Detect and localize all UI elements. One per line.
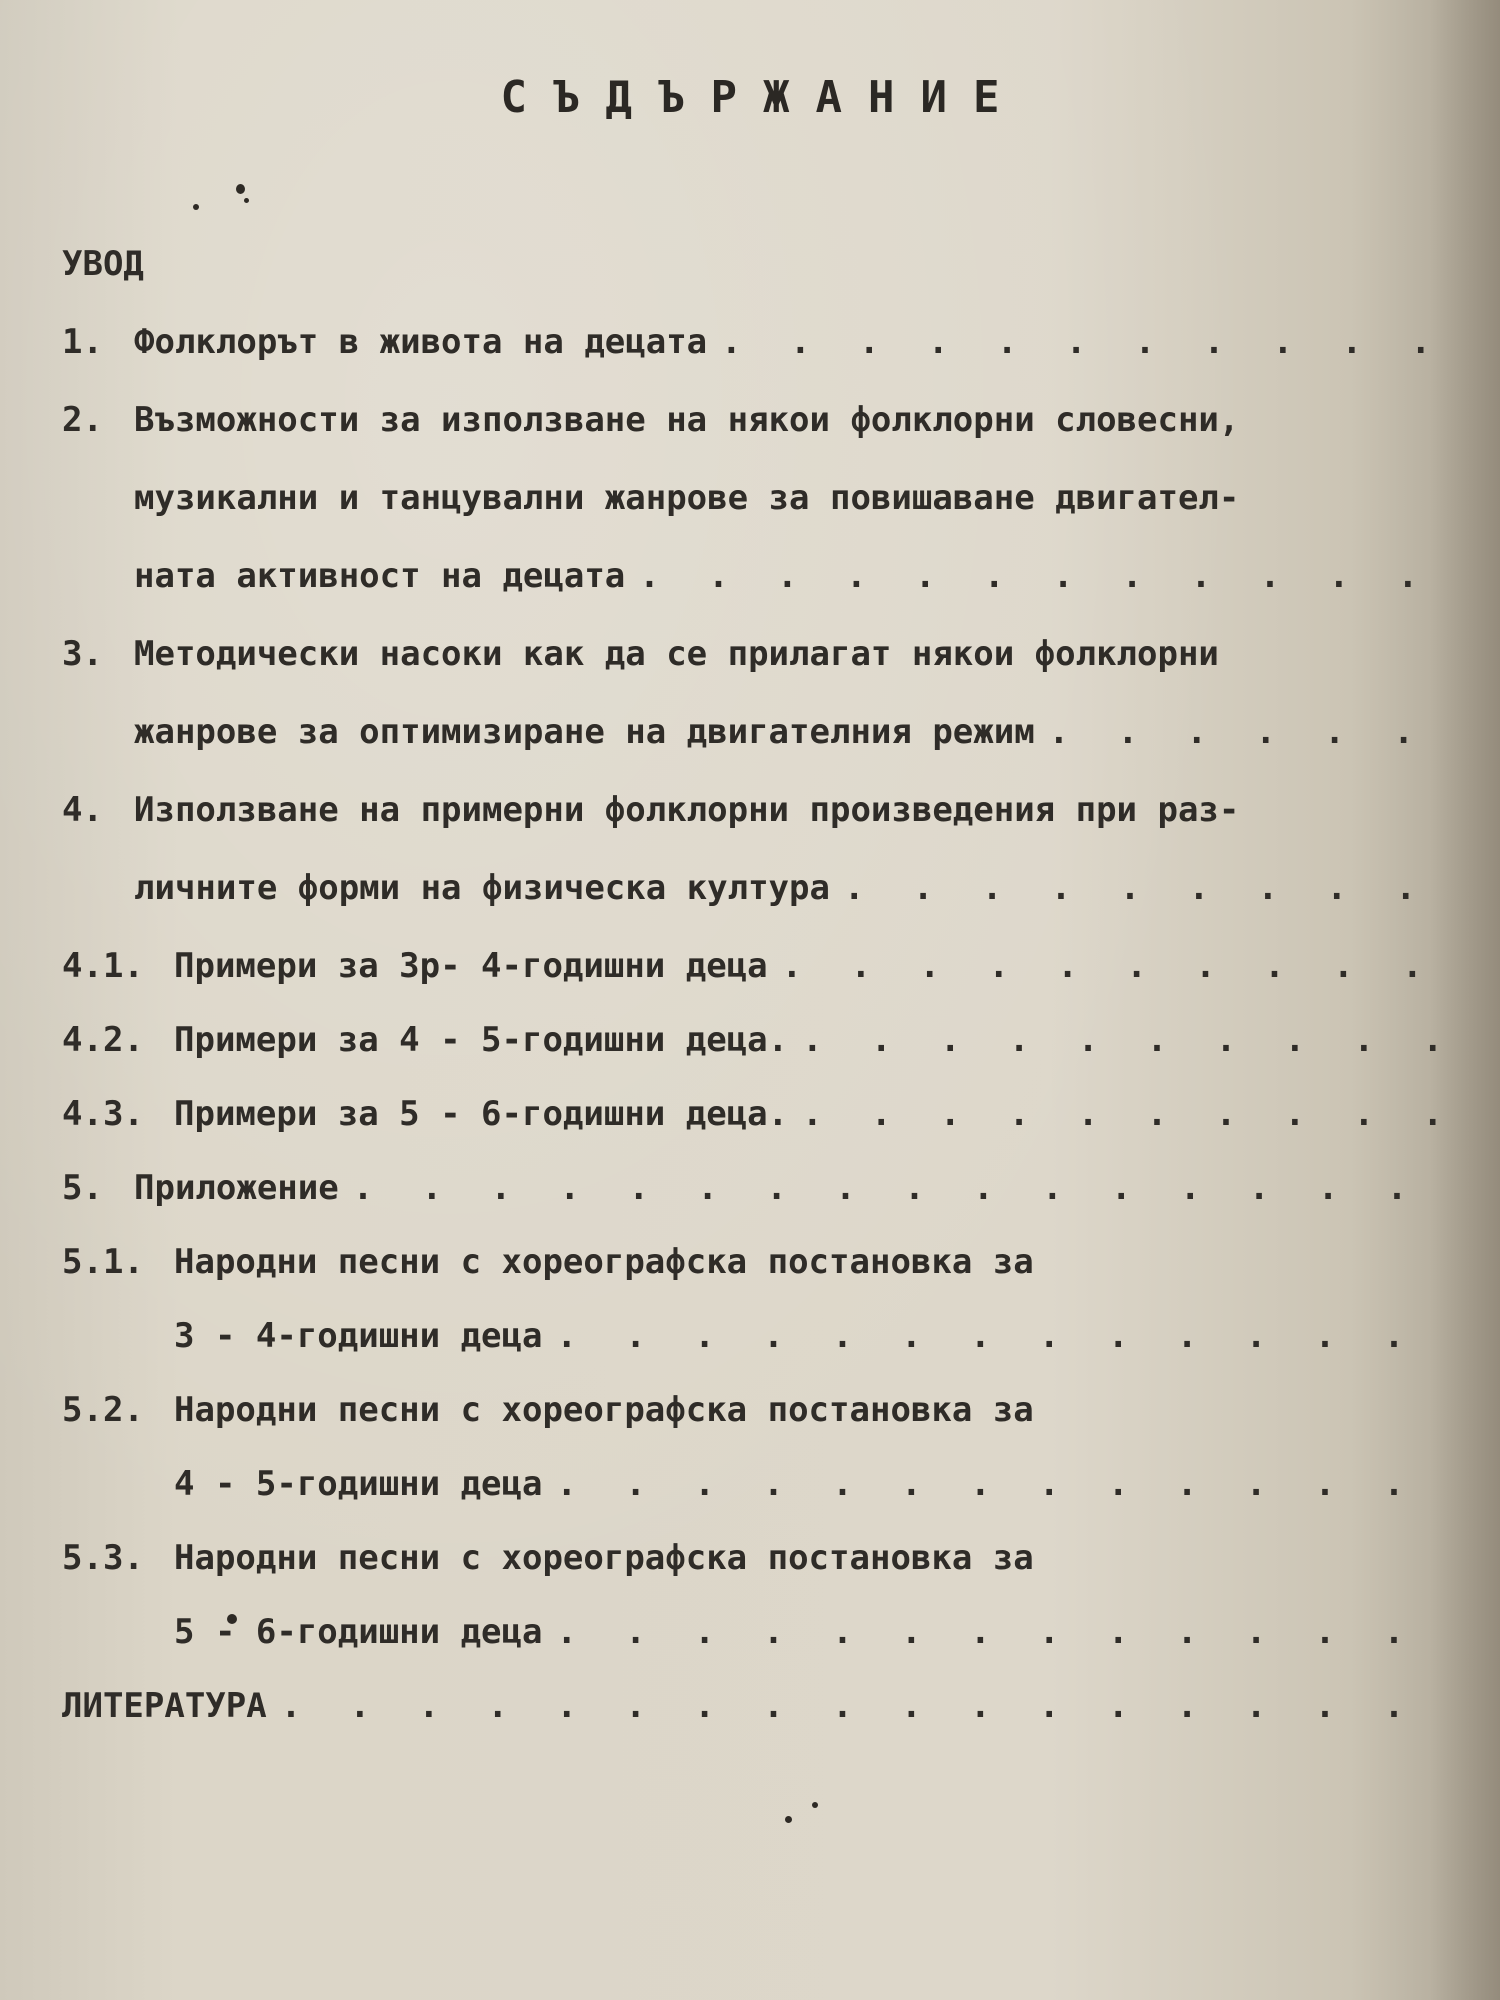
page-title: СЪДЪРЖАНИЕ: [500, 72, 1026, 123]
ink-speck: [812, 1802, 818, 1808]
table-of-contents: [62, 244, 1442, 1760]
toc-entry-2[interactable]: [62, 400, 1442, 634]
toc-literature-label: ЛИТЕРАТУРА: [62, 1686, 267, 1726]
dot-leader: [267, 1686, 1442, 1726]
toc-entry-4[interactable]: [62, 790, 1442, 946]
toc-intro-label: УВОД: [62, 244, 144, 284]
toc-entry-text: Примери за 3р- 4-годишни деца: [174, 946, 768, 986]
toc-entry-number: 1.: [62, 322, 103, 362]
toc-entry-number: 4.3.: [62, 1094, 144, 1134]
toc-entry-4-2[interactable]: [62, 1020, 1442, 1094]
toc-entry-number: 3.: [62, 634, 103, 674]
toc-entry-text: Фолклорът в живота на децата: [134, 322, 708, 362]
toc-entry-text: Примери за 4 - 5-годишни деца.: [174, 1020, 789, 1060]
toc-entry-text: Народни песни с хореографска постановка за: [174, 1538, 1034, 1578]
dot-leader: [1035, 712, 1442, 752]
toc-entry-text: Народни песни с хореографска постановка за: [174, 1242, 1034, 1282]
dot-leader: [542, 1612, 1442, 1652]
toc-entry-text: Методически насоки как да се прилагат някои фолклорни: [134, 634, 1219, 674]
dot-leader: [339, 1168, 1442, 1208]
ink-speck: [236, 184, 245, 194]
toc-entry-3[interactable]: [62, 634, 1442, 790]
toc-entry-number: 5.: [62, 1168, 103, 1208]
toc-entry-number: 5.2.: [62, 1390, 144, 1430]
toc-entry-text: Народни песни с хореографска постановка за: [174, 1390, 1034, 1430]
dot-leader: [625, 556, 1442, 596]
toc-entry-text: 3 - 4-годишни деца: [174, 1316, 543, 1356]
toc-entry-text: 4 - 5-годишни деца: [174, 1464, 543, 1504]
toc-entry-text: 5 - 6-годишни деца: [174, 1612, 543, 1652]
toc-literature[interactable]: [62, 1686, 1442, 1760]
dot-leader: [707, 322, 1442, 362]
dot-leader: [768, 946, 1442, 986]
toc-entry-5-3[interactable]: [62, 1538, 1442, 1686]
toc-entry-text: Примери за 5 - 6-годишни деца.: [174, 1094, 789, 1134]
dot-leader: [830, 868, 1442, 908]
toc-entry-number: 5.3.: [62, 1538, 144, 1578]
toc-entry-5[interactable]: [62, 1168, 1442, 1242]
ink-speck: [785, 1816, 792, 1823]
toc-entry-number: 5.1.: [62, 1242, 144, 1282]
toc-entry-4-3[interactable]: [62, 1094, 1442, 1168]
toc-entry-1[interactable]: [62, 322, 1442, 400]
toc-entry-4-1[interactable]: [62, 946, 1442, 1020]
toc-entry-number: 4.1.: [62, 946, 144, 986]
toc-entry-text: личните форми на физическа култура: [134, 868, 830, 908]
toc-entry-text: Използване на примерни фолклорни произведения при раз-: [134, 790, 1240, 830]
dot-leader: [542, 1316, 1442, 1356]
toc-entry-5-2[interactable]: [62, 1390, 1442, 1538]
toc-entry-text: ната активност на децата: [134, 556, 626, 596]
toc-entry-5-1[interactable]: [62, 1242, 1442, 1390]
toc-entry-number: 4.2.: [62, 1020, 144, 1060]
dot-leader: [788, 1094, 1442, 1134]
toc-entry-text: музикални и танцувални жанрове за повишаване двигател-: [134, 478, 1240, 518]
dot-leader: [788, 1020, 1442, 1060]
toc-entry-number: 4.: [62, 790, 103, 830]
toc-entry-text: Приложение: [134, 1168, 339, 1208]
toc-entry-number: 2.: [62, 400, 103, 440]
toc-entry-text: Възможности за използване на някои фолклорни словесни,: [134, 400, 1240, 440]
toc-intro[interactable]: [62, 244, 1442, 322]
ink-speck: [244, 198, 249, 203]
ink-speck: [193, 204, 199, 210]
dot-leader: [542, 1464, 1442, 1504]
toc-entry-text: жанрове за оптимизиране на двигателния режим: [134, 712, 1035, 752]
